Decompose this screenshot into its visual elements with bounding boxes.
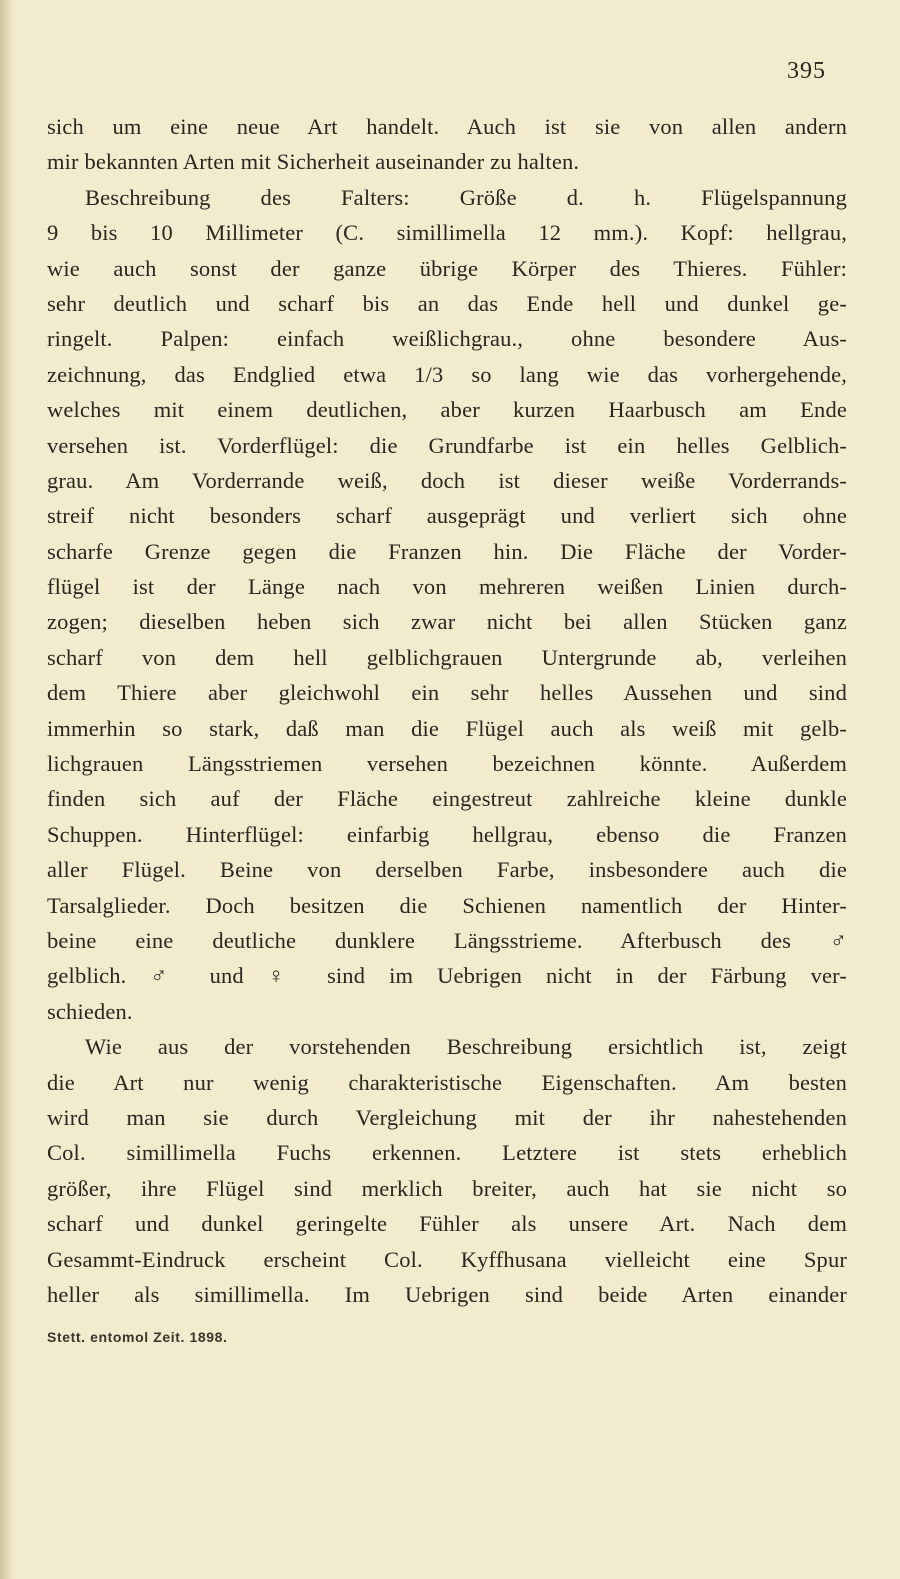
text-line: streif nicht besonders scharf ausgeprägt und verliert sich ohne bbox=[47, 503, 847, 529]
text-line: lichgrauen Längsstriemen versehen bezeichnen könnte. Außerdem bbox=[47, 751, 847, 777]
text-line: schieden. bbox=[47, 998, 133, 1024]
text-line: Beschreibung des Falters: Größe d. h. Flügelspannung bbox=[85, 184, 847, 210]
text-line: zogen; dieselben heben sich zwar nicht bei allen Stücken ganz bbox=[47, 609, 847, 635]
text-line: scharf und dunkel geringelte Fühler als unsere Art. Nach dem bbox=[47, 1211, 847, 1237]
text-line: versehen ist. Vorderflügel: die Grundfarbe ist ein helles Gelblich- bbox=[47, 432, 847, 458]
text-line: scharfe Grenze gegen die Franzen hin. Die Fläche der Vorder- bbox=[47, 538, 847, 564]
text-line: heller als simillimella. Im Uebrigen sind beide Arten einander bbox=[47, 1281, 847, 1307]
text-line: die Art nur wenig charakteristische Eigenschaften. Am besten bbox=[47, 1069, 847, 1095]
text-line: Tarsalglieder. Doch besitzen die Schienen namentlich der Hinter- bbox=[47, 892, 847, 918]
text-line: ringelt. Palpen: einfach weißlichgrau., ohne besondere Aus- bbox=[47, 326, 847, 352]
page-number: 395 bbox=[787, 58, 826, 84]
text-line: flügel ist der Länge nach von mehreren weißen Linien durch- bbox=[47, 574, 847, 600]
text-line: wird man sie durch Vergleichung mit der ihr nahestehenden bbox=[47, 1104, 847, 1130]
text-line: Wie aus der vorstehenden Beschreibung ersichtlich ist, zeigt bbox=[85, 1034, 847, 1060]
text-line: finden sich auf der Fläche eingestreut zahlreiche kleine dunkle bbox=[47, 786, 847, 812]
text-line: beine eine deutliche dunklere Längsstrieme. Afterbusch des ♂ bbox=[47, 927, 847, 953]
page-edge-shadow bbox=[0, 0, 14, 1579]
text-line: Gesammt-Eindruck erscheint Col. Kyffhusana vielleicht eine Spur bbox=[47, 1246, 847, 1272]
text-line: aller Flügel. Beine von derselben Farbe, insbesondere auch die bbox=[47, 857, 847, 883]
text-line: welches mit einem deutlichen, aber kurzen Haarbusch am Ende bbox=[47, 397, 847, 423]
text-line: gelblich. ♂ und ♀ sind im Uebrigen nicht in der Färbung ver- bbox=[47, 963, 847, 989]
text-line: Col. simillimella Fuchs erkennen. Letztere ist stets erheblich bbox=[47, 1140, 847, 1166]
text-line: immerhin so stark, daß man die Flügel auch als weiß mit gelb- bbox=[47, 715, 847, 741]
text-line: 9 bis 10 Millimeter (C. simillimella 12 mm.). Kopf: hellgrau, bbox=[47, 220, 847, 246]
body-text bbox=[47, 109, 847, 1312]
text-line: zeichnung, das Endglied etwa 1/3 so lang wie das vorhergehende, bbox=[47, 361, 847, 387]
text-line: mir bekannten Arten mit Sicherheit auseinander zu halten. bbox=[47, 149, 580, 175]
text-line: wie auch sonst der ganze übrige Körper des Thieres. Fühler: bbox=[47, 255, 847, 281]
text-line: scharf von dem hell gelblichgrauen Untergrunde ab, verleihen bbox=[47, 644, 847, 670]
journal-footer: Stett. entomol Zeit. 1898. bbox=[47, 1329, 228, 1345]
text-line: dem Thiere aber gleichwohl ein sehr helles Aussehen und sind bbox=[47, 680, 847, 706]
text-line: sehr deutlich und scharf bis an das Ende hell und dunkel ge- bbox=[47, 290, 847, 316]
text-line: größer, ihre Flügel sind merklich breiter, auch hat sie nicht so bbox=[47, 1175, 847, 1201]
text-line: Schuppen. Hinterflügel: einfarbig hellgrau, ebenso die Franzen bbox=[47, 821, 847, 847]
text-line: grau. Am Vorderrande weiß, doch ist dieser weiße Vorderrands- bbox=[47, 467, 847, 493]
text-line: sich um eine neue Art handelt. Auch ist sie von allen andern bbox=[47, 114, 847, 139]
